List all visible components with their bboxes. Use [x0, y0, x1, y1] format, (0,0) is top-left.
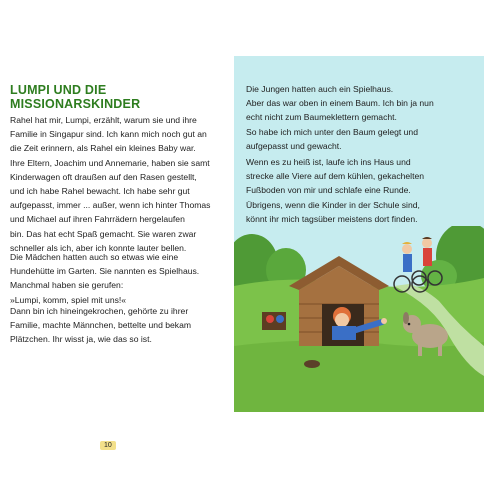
small-animal: [304, 360, 320, 368]
page-number: 10: [100, 441, 116, 450]
chapter-title: LUMPI UND DIE MISSIONARSKINDER: [10, 83, 141, 111]
illustration-dog-and-playhouse: [234, 226, 484, 412]
left-paragraph-2: Die Mädchen hatten auch so etwas wie eine Hundehütte im Garten. Sie nannten es Spielhaus. Manchmal haben sie gerufen: »Lumpi, komm, spiel mit uns!«: [10, 252, 200, 305]
right-paragraph-2: Wenn es zu heiß ist, laufe ich ins Haus und strecke alle Viere auf dem kühlen, gekachelten Fußboden von mir und schlafe eine Runde. Übrigens, wenn die Kinder in der Schule sind, könnt ihr mich tagsüber meistens dort finden.: [246, 157, 425, 224]
right-paragraph-1: Die Jungen hatten auch ein Spielhaus. Aber das war oben in einem Baum. Ich bin ja nun echt nicht zum Baumeklettern gemacht. So habe ich mich unter den Baum gelegt und aufgepasst und gewacht.: [246, 84, 434, 151]
left-paragraph-3: Dann bin ich hineingekrochen, gehörte zu ihrer Familie, machte Männchen, bettelte und bekam Plätzchen. Ihr wisst ja, wie das so ist.: [10, 306, 192, 345]
right-page: [234, 56, 484, 412]
left-paragraph-1: Rahel hat mir, Lumpi, erzählt, warum sie und ihre Familie in Singapur sind. Ich kann mich noch gut an die Zeit erinnern, als Rahel ein kleines Baby war. Ihre Eltern, Joachim und Annemarie, haben sie samt Kinderwagen oft draußen auf den Rasen gestellt, und ich habe Rahel bewacht. Ich habe sehr gut aufgepasst, immer ... außer, wenn ich hinter Thomas und Michael auf ihren Fahrrädern hergelaufen bin. Das hat echt Spaß gemacht. Sie waren zwar schneller als ich, aber ich konnte lauter bellen.: [10, 115, 211, 253]
left-page: [0, 56, 232, 449]
